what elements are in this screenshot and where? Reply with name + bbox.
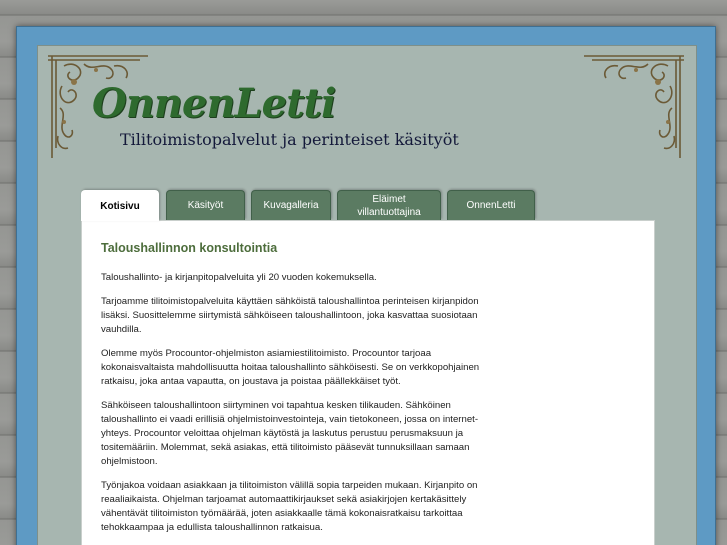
paragraph: Tarjoamme tilitoimistopalveluita käyttäen sähköistä taloushallintoa perinteisen kirjanpidon lisäksi. Suosittelemme siirtymistä sähköiseen taloushallintoon, joka kasvattaa suosiotaan vauhdilla. (101, 296, 479, 335)
paragraph: Työnjakoa voidaan asiakkaan ja tilitoimiston välillä sopia tarpeiden mukaan. Kirjanpito on reaaliaikaista. Ohjelman tarjoamat automaattikirjaukset sekä asiakirjojen kertakäsittely vähentävät tilitoimiston työmäärää, joten asiakkaalle tämä kokonaisratkaisu tarkoittaa tehokkaampaa ja edullista taloushallinnon ratkaisua. (101, 480, 478, 533)
page-heading: Taloushallinnon konsultointia (101, 241, 278, 255)
main-content (81, 220, 655, 545)
tab-kuvagalleria[interactable]: Kuvagalleria (251, 190, 331, 220)
tab-onnenletti[interactable]: OnnenLetti (447, 190, 535, 220)
paragraph: Sähköiseen taloushallintoon siirtyminen voi tapahtua kesken tilikauden. Sähköinen taloushallinto ei vaadi erillisiä ohjelmistoinvestointeja, vain tietokoneen, jossa on internet-yhteys. Procountor veloittaa ohjelman käytöstä ja laskutus perustuu perusmaksuun ja tositemääriin. Molemmat, sekä asiakas, että tilitoimisto pääsevät tunnuksillaan samaan ohjelmistoon. (101, 400, 479, 467)
tab-kasityot[interactable]: Käsityöt (166, 190, 245, 220)
article-body (101, 271, 493, 545)
ornament-corner-right-icon (580, 52, 688, 162)
paragraph: Taloushallinto- ja kirjanpitopalveluita yli 20 vuoden kokemuksella. (101, 272, 377, 283)
site-logo[interactable]: OnnenLetti (92, 80, 336, 127)
page-frame (16, 26, 716, 545)
site-tagline: Tilitoimistopalvelut ja perinteiset käsityöt (120, 130, 459, 149)
tab-elaimet[interactable]: Eläimet villantuottajina (337, 190, 441, 220)
tab-kotisivu[interactable]: Kotisivu (81, 190, 159, 221)
site-container (37, 45, 697, 545)
paragraph: Olemme myös Procountor-ohjelmiston asiamiestilitoimisto. Procountor tarjoaa kokonaisvaltaista mahdollisuutta hoitaa taloushallinto sähköisesti. Se on verkkopohjainen ratkaisu, joka antaa vapautta, on joustava ja poistaa päällekkäiset työt. (101, 348, 480, 387)
